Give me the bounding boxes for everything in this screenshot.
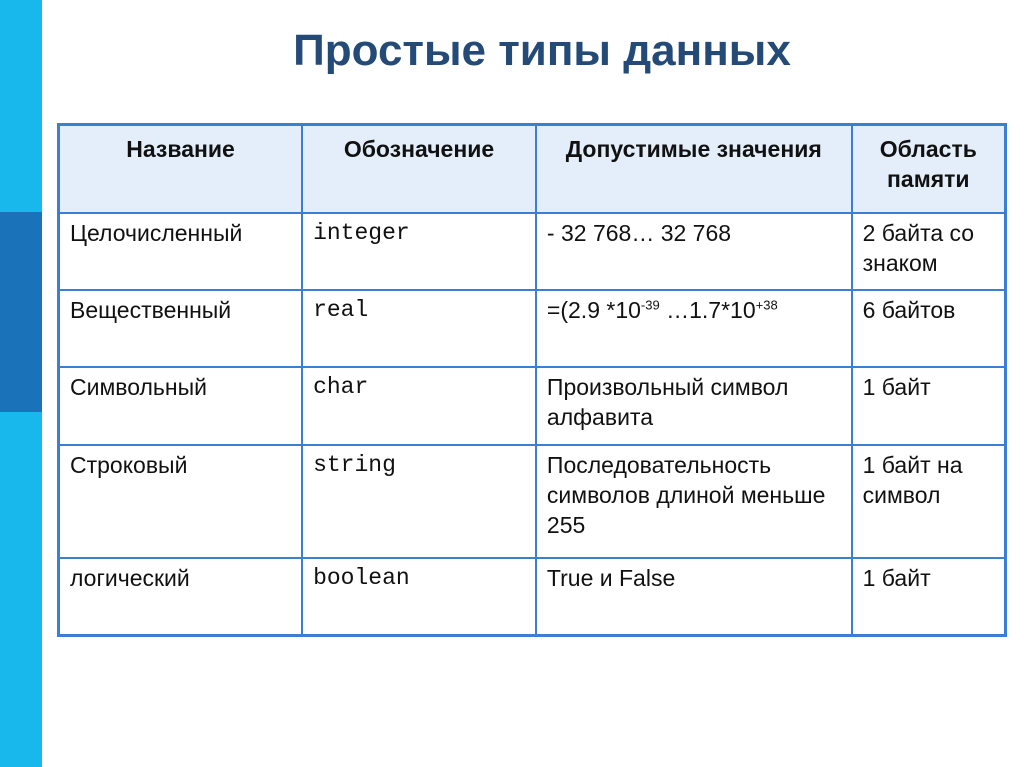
data-types-table (57, 123, 1007, 637)
cell-type-memory: 1 байт (852, 558, 1006, 635)
cell-type-name: Строковый (59, 445, 303, 558)
cell-type-code: boolean (302, 558, 536, 635)
table-row (59, 213, 1006, 290)
cell-type-name: Вещественный (59, 290, 303, 367)
side-accent-bar-highlight (0, 212, 42, 412)
cell-type-range: Произвольный символ алфавита (536, 367, 852, 445)
range-exponent-min: -39 (640, 297, 660, 313)
table-row (59, 367, 1006, 445)
cell-type-memory: 1 байт (852, 367, 1006, 445)
header-memory: Область памяти (852, 125, 1006, 214)
header-designation: Обозначение (302, 125, 536, 214)
cell-type-code: string (302, 445, 536, 558)
range-mid: …1.7*10 (659, 297, 756, 323)
cell-type-range (536, 290, 852, 367)
cell-type-code: integer (302, 213, 536, 290)
cell-type-name: Символьный (59, 367, 303, 445)
table-row (59, 290, 1006, 367)
range-exponent-max: +38 (755, 297, 778, 313)
range-prefix: =(2.9 *10 (546, 297, 641, 323)
cell-type-range: True и False (536, 558, 852, 635)
cell-type-code: real (302, 290, 536, 367)
cell-type-memory: 2 байта со знаком (852, 213, 1006, 290)
cell-type-memory: 1 байт на символ (852, 445, 1006, 558)
cell-type-memory: 6 байтов (852, 290, 1006, 367)
cell-type-name: логический (59, 558, 303, 635)
page-title: Простые типы данных (293, 26, 791, 75)
header-allowed-values: Допустимые значения (536, 125, 852, 214)
table-row (59, 558, 1006, 635)
header-name: Название (59, 125, 303, 214)
cell-type-code: char (302, 367, 536, 445)
cell-type-range: Последовательность символов длиной меньше 255 (536, 445, 852, 558)
table-header-row (59, 125, 1006, 214)
cell-type-name: Целочисленный (59, 213, 303, 290)
table-row (59, 445, 1006, 558)
cell-type-range: - 32 768… 32 768 (536, 213, 852, 290)
